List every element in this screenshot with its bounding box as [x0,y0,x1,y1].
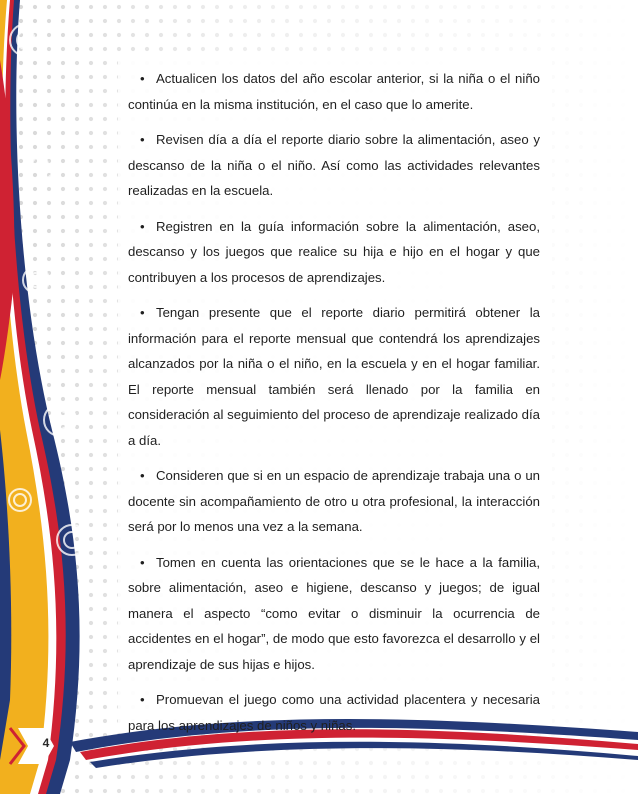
bullet-paragraph [128,66,540,117]
bullet-mark: • [140,71,145,86]
bullet-paragraph [128,550,540,678]
bullet-mark: • [140,132,145,147]
bullet-text: Consideren que si en un espacio de aprendizaje trabaja una o un docente sin acompañamiento de otro u otra profesional, la interacción será por lo menos una vez a la semana. [128,468,540,534]
bullet-paragraph [128,463,540,540]
bullet-paragraph [128,300,540,453]
bullet-text: Actualicen los datos del año escolar anterior, si la niña o el niño continúa en la misma institución, en el caso que lo amerite. [128,71,540,112]
page-number: 4 [42,736,50,750]
bullet-mark: • [140,692,145,707]
bullet-text: Revisen día a día el reporte diario sobre la alimentación, aseo y descanso de la niña o el niño. Así como las actividades relevantes realizadas en la escuela. [128,132,540,198]
bullet-paragraph [128,687,540,738]
bullet-text: Promuevan el juego como una actividad placentera y necesaria para los aprendizajes de niños y niñas. [128,692,540,733]
bullet-mark: • [140,305,145,320]
bullet-mark: • [140,468,145,483]
bullet-text: Tomen en cuenta las orientaciones que se le hace a la familia, sobre alimentación, aseo e higiene, descanso y juegos; de igual manera el aspecto “como evitar o disminuir la ocurrencia de accidentes en el hogar”, de modo que esto favorezca el desarrollo y el aprendizaje de sus hijas e hijos. [128,554,540,672]
bullet-text: Registren en la guía información sobre la alimentación, aseo, descanso y los juegos que realice su hija e hijo en el hogar y que contribuyen a los procesos de aprendizajes. [128,218,540,285]
bullet-mark: • [140,218,145,234]
bullet-mark: • [140,554,145,570]
main-content [128,66,540,748]
bullet-text: Tengan presente que el reporte diario permitirá obtener la información para el reporte mensual que contendrá los aprendizajes alcanzados por la niña o el niño, en la escuela y en el hogar familiar. El reporte mensual también será llenado por la familia en consideración al seguimiento del proceso de aprendizaje realizado día a día. [128,305,540,448]
bullet-paragraph [128,214,540,291]
bullet-paragraph [128,127,540,204]
